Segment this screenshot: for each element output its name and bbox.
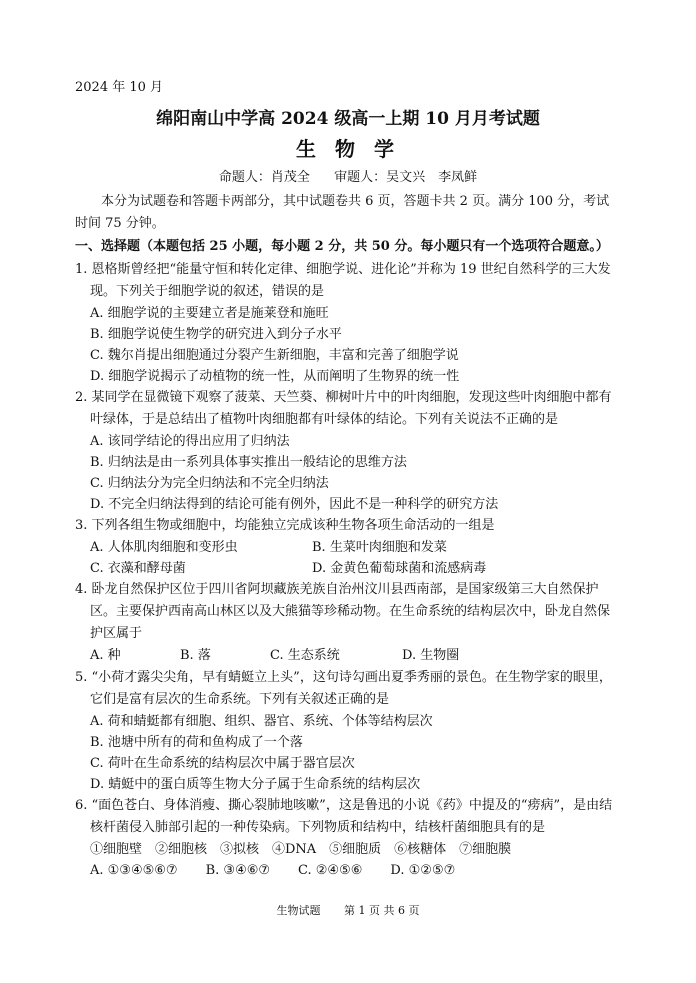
option-c: C. 荷叶在生命系统的结构层次中属于器官层次 [90, 756, 355, 771]
option-a: A. 该同学结论的得出应用了归纳法 [90, 434, 290, 449]
question-stem: 2. 某同学在显微镜下观察了菠菜、天竺葵、柳树叶片中的叶肉细胞，发现这些叶肉细胞中都有叶绿体，于是总结出了植物叶肉细胞都有叶绿体的结论。下列有关说法不正确的是 [75, 390, 612, 427]
option-b: B. 细胞学说使生物学的研究进入到分子水平 [90, 327, 342, 342]
option-b: B. ③④⑥⑦ [205, 863, 271, 878]
option-c: C. 衣藻和酵母菌 [90, 561, 186, 576]
question-list [75, 259, 621, 882]
option-a: A. ①③④⑤⑥⑦ [90, 863, 178, 878]
option-row [75, 645, 621, 667]
option-a: A. 荷和蜻蜓都有细胞、组织、器官、系统、个体等结构层次 [90, 714, 433, 729]
setter: 命题人：肖茂全 [218, 170, 310, 185]
option-c: C. 魏尔肖提出细胞通过分裂产生新细胞，丰富和完善了细胞学说 [90, 348, 459, 363]
question-stem: 1. 恩格斯曾经把“能量守恒和转化定律、细胞学说、进化论”并称为 19 世纪自然科学的三大发现。下列关于细胞学说的叙述，错误的是 [75, 262, 611, 299]
option-b: B. 落 [180, 648, 211, 663]
page-footer [0, 902, 696, 918]
option-a: A. 人体肌肉细胞和变形虫 [90, 540, 238, 555]
footer-subject: 生物试题 [276, 904, 321, 917]
section-heading: 一、选择题（本题包括 25 小题，每小题 2 分，共 50 分。每小题只有一个选项符合题意。） [75, 239, 609, 254]
question-stem: 3. 下列各组生物或细胞中，均能独立完成该种生物各项生命活动的一组是 [75, 518, 495, 533]
question-stem: 4. 卧龙自然保护区位于四川省阿坝藏族羌族自治州汶川县西南部，是国家级第三大自然保护区。主要保护西南高山林区以及大熊猫等珍稀动物。在生命系统的结构层次中，卧龙自然保护区属于 [75, 582, 611, 641]
question-6 [75, 795, 621, 882]
option-d: D. 金黄色葡萄球菌和流感病毒 [312, 561, 487, 576]
option-b: B. 生菜叶肉细胞和发菜 [312, 540, 447, 555]
option-d: D. 不完全归纳法得到的结论可能有例外，因此不是一种科学的研究方法 [90, 497, 499, 512]
footer-page-number: 第 1 页 共 6 页 [344, 904, 420, 917]
option-c: C. 归纳法分为完全归纳法和不完全归纳法 [90, 476, 329, 491]
reviewers: 审题人：吴文兴 李凤鲜 [334, 170, 478, 185]
question-4 [75, 579, 621, 667]
option-b: B. 池塘中所有的荷和鱼构成了一个落 [90, 735, 303, 750]
question-3 [75, 515, 621, 579]
option-row [75, 860, 621, 882]
authors-line [0, 166, 696, 185]
exam-date: 2024 年 10 月 [75, 80, 164, 95]
option-d: D. 蜻蜓中的蛋白质等生物大分子属于生命系统的结构层次 [90, 777, 421, 792]
option-a: A. 种 [90, 648, 121, 663]
question-2 [75, 387, 621, 515]
option-c: C. ②④⑤⑥ [298, 863, 363, 878]
subject-title: 生 物 学 [296, 137, 400, 161]
option-d: D. 生物圈 [402, 648, 460, 663]
option-d: D. ①②⑤⑦ [390, 863, 456, 878]
option-b: B. 归纳法是由一系列具体事实推出一般结论的思维方法 [90, 455, 407, 470]
question-stem: 5. “小荷才露尖尖角，早有蜻蜓立上头”，这句诗勾画出夏季秀丽的景色。在生物学家的眼里，它们是富有层次的生命系统。下列有关叙述正确的是 [75, 670, 612, 707]
question-1 [75, 259, 621, 387]
question-items: ①细胞壁 ②细胞核 ③拟核 ④DNA ⑤细胞质 ⑥核糖体 ⑦细胞膜 [90, 842, 512, 857]
option-a: A. 细胞学说的主要建立者是施莱登和施旺 [90, 306, 329, 321]
question-stem: 6. “面色苍白、身体消瘦、撕心裂肺地咳嗽”，这是鲁迅的小说《药》中提及的“痨病”，是由结核杆菌侵入肺部引起的一种传染病。下列物质和结构中，结核杆菌细胞具有的是 [75, 798, 613, 835]
option-row [75, 558, 621, 579]
option-row [75, 537, 621, 558]
question-5 [75, 667, 621, 795]
option-d: D. 细胞学说揭示了动植物的统一性，从而阐明了生物界的统一性 [90, 369, 460, 384]
option-c: C. 生态系统 [270, 648, 340, 663]
exam-intro: 本分为试题卷和答题卡两部分，其中试题卷共 6 页，答题卡共 2 页。满分 100 分，考试时间 75 分钟。 [75, 194, 610, 231]
exam-title: 绵阳南山中学高 2024 级高一上期 10 月月考试题 [156, 109, 540, 129]
